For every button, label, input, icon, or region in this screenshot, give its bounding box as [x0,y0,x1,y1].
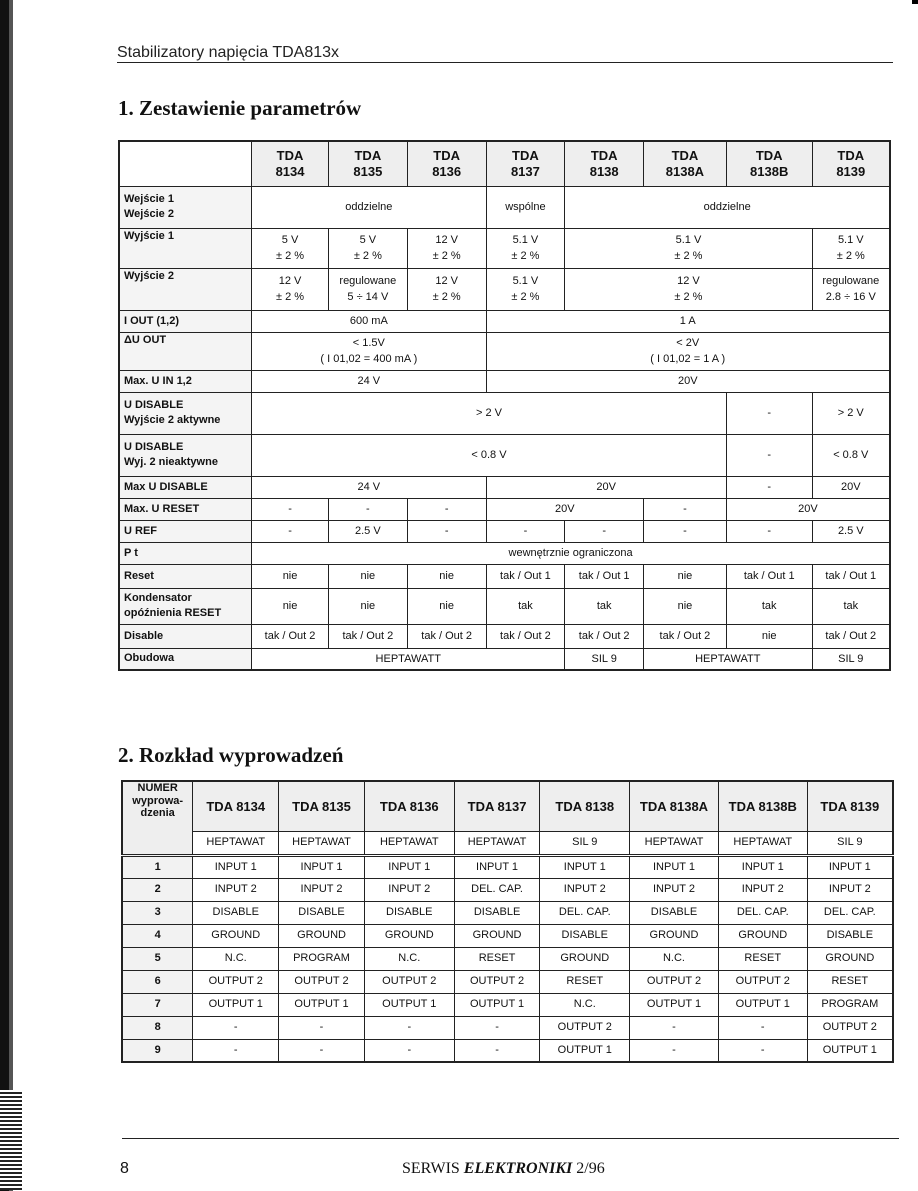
col-head: TDA 8135 [328,141,407,186]
cell: nie [407,564,486,588]
pin-function: OUTPUT 1 [718,993,807,1016]
row-wejscie [119,186,890,228]
cell: nie [252,588,329,624]
pin-function: - [630,1016,719,1039]
cell: SIL 9 [565,648,644,670]
cell: nie [644,588,727,624]
cell: tak / Out 1 [486,564,565,588]
col-head: TDA 8137 [486,141,565,186]
pin-function: DISABLE [193,901,279,924]
col-head: TDA 8138 [540,781,630,831]
pin-function: OUTPUT 1 [630,993,719,1016]
pin-function: GROUND [807,947,893,970]
pin-function: DEL. CAP. [807,901,893,924]
pin-number: 4 [122,924,193,947]
cell: tak / Out 1 [565,564,644,588]
cell: 20V [726,498,890,520]
cell: nie [726,624,812,648]
pin-function: INPUT 2 [630,878,719,901]
pin-function: OUTPUT 2 [718,970,807,993]
pin-function: INPUT 2 [364,878,454,901]
pin-function: DISABLE [540,924,630,947]
pin-function: N.C. [630,947,719,970]
pin-number: 2 [122,878,193,901]
pin-function: - [454,1039,540,1062]
pin-function: OUTPUT 1 [193,993,279,1016]
col-head: TDA 8136 [364,781,454,831]
pin-number: 3 [122,901,193,924]
package-cell: HEPTAWAT [364,831,454,855]
package-cell: HEPTAWAT [718,831,807,855]
corner-mark [912,0,918,4]
cell: tak / Out 2 [565,624,644,648]
cell: wspólne [486,186,565,228]
pin-number: 7 [122,993,193,1016]
cell: tak [812,588,890,624]
cell: - [252,520,329,542]
row-label: U REF [119,520,252,542]
pin-function: INPUT 2 [193,878,279,901]
pin-function: DISABLE [630,901,719,924]
table-row [122,947,893,970]
pin-function: DEL. CAP. [540,901,630,924]
package-cell: HEPTAWAT [454,831,540,855]
pin-function: GROUND [364,924,454,947]
cell: regulowane 5 ÷ 14 V [328,268,407,310]
pin-function: INPUT 2 [279,878,365,901]
pin-function: GROUND [540,947,630,970]
row-wyjscie-2 [119,268,890,310]
row-label: I OUT (1,2) [119,310,252,332]
pin-function: INPUT 1 [718,855,807,878]
cell: - [644,498,727,520]
cell: - [252,498,329,520]
row-label: Max. U IN 1,2 [119,370,252,392]
cell: tak / Out 2 [252,624,329,648]
cell: 5.1 V ± 2 % [565,228,812,268]
cell: - [407,498,486,520]
col-head: TDA 8138B [718,781,807,831]
pin-function: INPUT 1 [807,855,893,878]
pin-number: 1 [122,855,193,878]
pin-function: - [193,1039,279,1062]
pin-function: - [279,1016,365,1039]
row-label: U DISABLE Wyjście 2 aktywne [119,392,252,434]
row-label [119,186,252,228]
col-head: TDA 8138B [726,141,812,186]
cell: > 2 V [812,392,890,434]
scan-edge-shadow [9,0,13,1191]
section-1-title: 1. Zestawienie parametrów [118,96,362,120]
row-label: Max. U RESET [119,498,252,520]
row-reset [119,564,890,588]
cell: tak / Out 2 [486,624,565,648]
cell: HEPTAWATT [644,648,813,670]
pin-number: 6 [122,970,193,993]
row-label: Reset [119,564,252,588]
cell: < 0.8 V [252,434,727,476]
pin-function: - [364,1039,454,1062]
pin-function: OUTPUT 2 [279,970,365,993]
pin-function: N.C. [540,993,630,1016]
pin-function: INPUT 1 [630,855,719,878]
cell: < 1.5V ( I 01,02 = 400 mA ) [252,332,486,370]
cell: - [407,520,486,542]
footer-rule [122,1138,899,1139]
cell: nie [407,588,486,624]
row-label: U DISABLE Wyj. 2 nieaktywne [119,434,252,476]
row-label: Disable [119,624,252,648]
cell: tak / Out 2 [328,624,407,648]
pin-function: OUTPUT 1 [454,993,540,1016]
table-row [122,924,893,947]
pin-function: OUTPUT 1 [540,1039,630,1062]
cell: 12 V ± 2 % [252,268,329,310]
journal-name: ELEKTRONIKI [463,1160,573,1177]
pin-function: DEL. CAP. [718,901,807,924]
row-label-line: Wejście 1 [124,193,174,206]
table-row [122,878,893,901]
cell: 2.5 V [328,520,407,542]
cell: 12 V ± 2 % [407,268,486,310]
table-row [122,970,893,993]
row-disable [119,624,890,648]
cell: - [726,434,812,476]
pin-function: PROGRAM [807,993,893,1016]
pin-function: GROUND [193,924,279,947]
pin-function: OUTPUT 1 [279,993,365,1016]
row-pt [119,542,890,564]
corner-cell [119,141,252,186]
pin-function: DISABLE [454,901,540,924]
cell: nie [328,588,407,624]
cell: oddzielne [252,186,486,228]
journal-footer [402,1160,605,1178]
cell: tak [726,588,812,624]
pin-function: INPUT 1 [193,855,279,878]
row-label: Kondensator opóźnienia RESET [119,588,252,624]
scan-edge [0,0,9,1191]
pinout-table [121,780,894,1063]
cell: 20V [486,370,890,392]
pin-function: OUTPUT 2 [807,1016,893,1039]
pin-function: OUTPUT 1 [807,1039,893,1062]
cell: tak [486,588,565,624]
cell: 24 V [252,370,486,392]
pin-function: INPUT 1 [364,855,454,878]
cell: oddzielne [565,186,890,228]
pin-function: OUTPUT 2 [364,970,454,993]
cell: 5.1 V ± 2 % [812,228,890,268]
pin-function: - [364,1016,454,1039]
cell: 600 mA [252,310,486,332]
row-kondensator [119,588,890,624]
pin-function: - [279,1039,365,1062]
cell: - [644,520,727,542]
pin-function: RESET [454,947,540,970]
pin-function: OUTPUT 2 [454,970,540,993]
journal-prefix: SERWIS [402,1160,460,1177]
col-head: TDA 8137 [454,781,540,831]
row-label: Wyjście 1 [119,228,252,268]
row-label-line: Wejście 2 [124,208,174,220]
cell: wewnętrznie ograniczona [252,542,890,564]
cell: regulowane 2.8 ÷ 16 V [812,268,890,310]
pin-function: DEL. CAP. [454,878,540,901]
package-cell: SIL 9 [807,831,893,855]
pin-function: RESET [540,970,630,993]
cell: 12 V ± 2 % [407,228,486,268]
pin-function: PROGRAM [279,947,365,970]
cell: nie [252,564,329,588]
cell: - [726,392,812,434]
row-udisable-2 [119,434,890,476]
row-max-u [119,370,890,392]
pin-function: OUTPUT 1 [364,993,454,1016]
package-cell: SIL 9 [540,831,630,855]
row-max-ureset [119,498,890,520]
pin-function: INPUT 1 [454,855,540,878]
pin-function: GROUND [630,924,719,947]
pin-number-head: NUMER wyprowa- dzenia [122,781,193,855]
pin-function: N.C. [364,947,454,970]
journal-issue: 2/96 [576,1160,605,1177]
row-obudowa [119,648,890,670]
cell: 20V [486,476,726,498]
row-iout [119,310,890,332]
running-header: Stabilizatory napięcia TDA813x [117,44,340,61]
cell: 20V [812,476,890,498]
package-cell: HEPTAWAT [630,831,719,855]
cell: > 2 V [252,392,727,434]
table-row [122,1039,893,1062]
col-head: TDA 8135 [279,781,365,831]
pin-function: - [454,1016,540,1039]
package-row [122,831,893,855]
cell: - [486,520,565,542]
pin-function: INPUT 2 [718,878,807,901]
pin-function: RESET [718,947,807,970]
pin-function: GROUND [718,924,807,947]
pin-function: - [718,1016,807,1039]
package-cell: HEPTAWAT [193,831,279,855]
pin-function: INPUT 2 [540,878,630,901]
pin-function: - [630,1039,719,1062]
cell: 20V [486,498,644,520]
row-delta-u [119,332,890,370]
pin-function: GROUND [454,924,540,947]
cell: SIL 9 [812,648,890,670]
cell: < 2V ( I 01,02 = 1 A ) [486,332,890,370]
cell: tak [565,588,644,624]
cell: 5.1 V ± 2 % [486,228,565,268]
cell: 5.1 V ± 2 % [486,268,565,310]
pin-function: GROUND [279,924,365,947]
row-max-udisable [119,476,890,498]
col-head: TDA 8134 [193,781,279,831]
table-row [122,993,893,1016]
pin-function: DISABLE [279,901,365,924]
cell: nie [328,564,407,588]
package-cell: HEPTAWAT [279,831,365,855]
col-head: TDA 8136 [407,141,486,186]
cell: tak / Out 2 [644,624,727,648]
col-head: TDA 8134 [252,141,329,186]
cell: 24 V [252,476,486,498]
cell: - [565,520,644,542]
pin-function: OUTPUT 2 [193,970,279,993]
pin-function: INPUT 2 [807,878,893,901]
row-udisable-1 [119,392,890,434]
pin-function: RESET [807,970,893,993]
pin-function: OUTPUT 2 [540,1016,630,1039]
pin-function: OUTPUT 2 [630,970,719,993]
row-label: P t [119,542,252,564]
col-head: TDA 8139 [807,781,893,831]
cell: 1 A [486,310,890,332]
cell: 5 V ± 2 % [252,228,329,268]
col-head: TDA 8139 [812,141,890,186]
header-rule [117,62,893,63]
pin-rows [122,855,893,1062]
pin-function: INPUT 1 [540,855,630,878]
cell: - [726,476,812,498]
pin-function: DISABLE [807,924,893,947]
row-label: ΔU OUT [119,332,252,370]
table-row [122,901,893,924]
pin-number: 5 [122,947,193,970]
row-uref [119,520,890,542]
col-head: TDA 8138A [630,781,719,831]
col-head: TDA 8138A [644,141,727,186]
cell: 2.5 V [812,520,890,542]
header-row [119,141,890,186]
pin-function: N.C. [193,947,279,970]
table-row [122,1016,893,1039]
cell: HEPTAWATT [252,648,565,670]
page-number: 8 [120,1160,129,1177]
cell: tak / Out 2 [812,624,890,648]
scan-noise [0,1090,22,1190]
header-row [122,781,893,831]
pin-function: - [718,1039,807,1062]
pin-function: INPUT 1 [279,855,365,878]
cell: < 0.8 V [812,434,890,476]
section-2-title: 2. Rozkład wyprowadzeń [118,743,344,767]
pin-number: 8 [122,1016,193,1039]
cell: 5 V ± 2 % [328,228,407,268]
row-label: Obudowa [119,648,252,670]
row-wyjscie-1 [119,228,890,268]
pin-function: - [193,1016,279,1039]
col-head: TDA 8138 [565,141,644,186]
cell: 12 V ± 2 % [565,268,812,310]
table-row [122,855,893,878]
row-label: Max U DISABLE [119,476,252,498]
pin-function: DISABLE [364,901,454,924]
cell: - [328,498,407,520]
row-label: Wyjście 2 [119,268,252,310]
cell: nie [644,564,727,588]
cell: tak / Out 1 [812,564,890,588]
pin-number: 9 [122,1039,193,1062]
parameters-table [118,140,891,671]
cell: tak / Out 1 [726,564,812,588]
cell: - [726,520,812,542]
cell: tak / Out 2 [407,624,486,648]
